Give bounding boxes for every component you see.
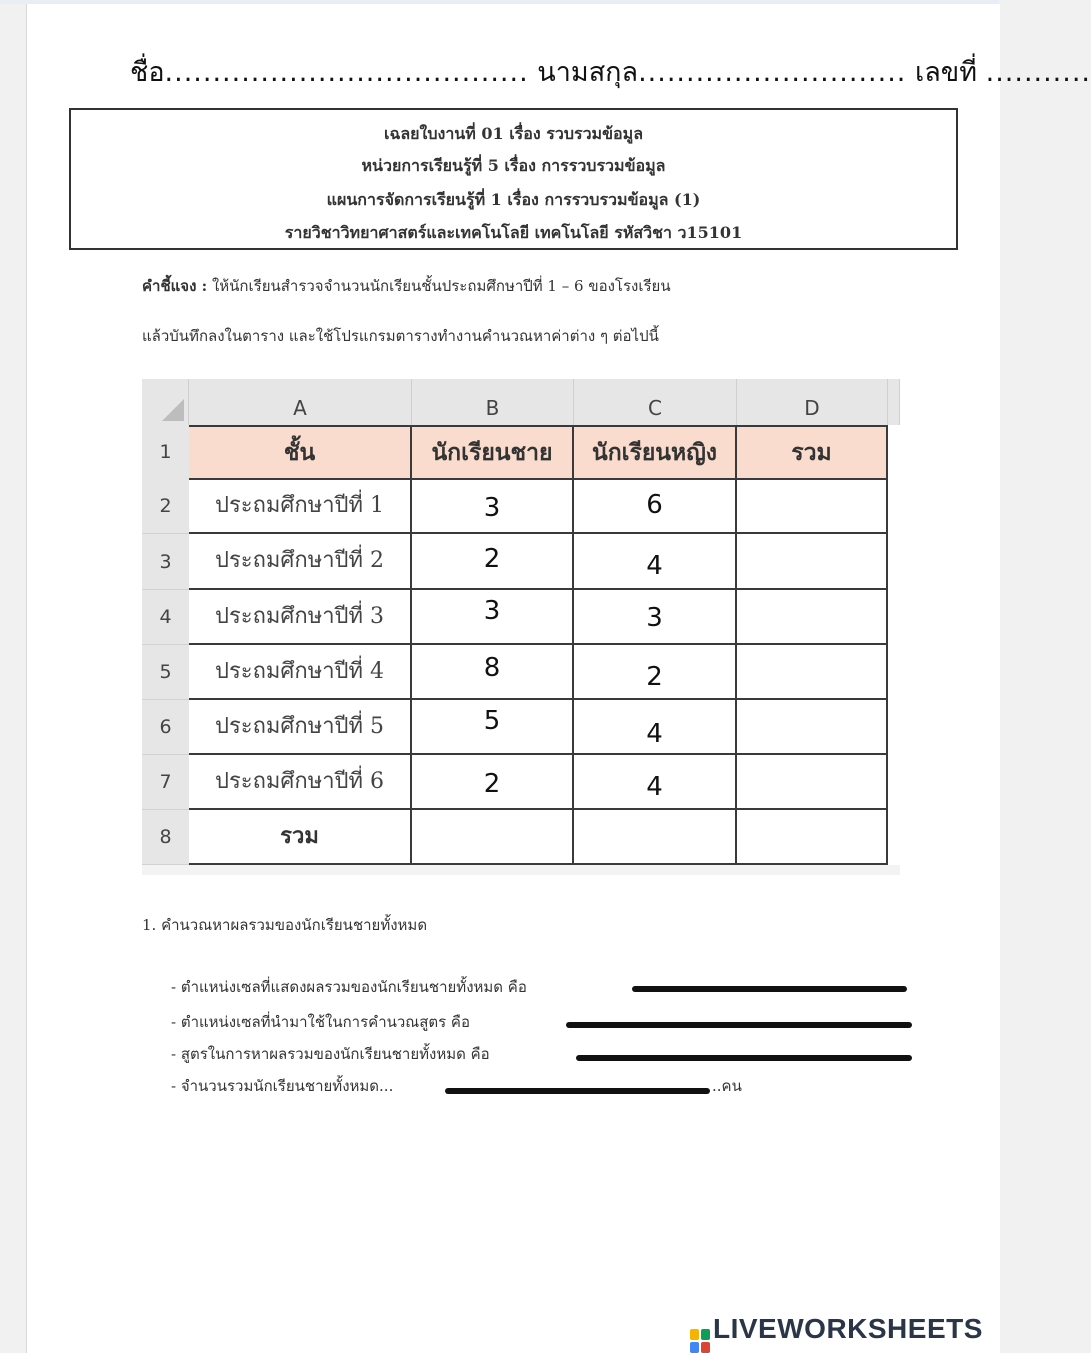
liveworksheets-logo-icon <box>690 1329 710 1353</box>
question-1-item-2: - ตำแหน่งเซลที่นำมาใช้ในการคำนวณสูตร คือ <box>171 1013 470 1031</box>
title-line-1: เฉลยใบงานที่ 01 เรื่อง รวบรวมข้อมูล <box>383 124 643 143</box>
answer-line-1[interactable] <box>632 986 907 992</box>
select-all-corner[interactable] <box>142 379 189 425</box>
header-cell-grade[interactable]: ชั้น <box>189 425 412 480</box>
cell-boys-row-5[interactable]: 8 <box>412 645 574 700</box>
answer-line-3[interactable] <box>576 1055 912 1061</box>
cell-total-row-4[interactable] <box>737 590 888 645</box>
cell-grade-row-2[interactable]: ประถมศึกษาปีที่ 1 <box>189 479 412 534</box>
cell-boys-row-2[interactable]: 3 <box>412 479 574 534</box>
cell-total-row-3[interactable] <box>737 534 888 590</box>
row-header-7[interactable]: 7 <box>142 755 189 810</box>
instruction-text-1: ให้นักเรียนสำรวจจำนวนนักเรียนชั้นประถมศึกษาปีที่ 1 – 6 ของโรงเรียน <box>211 277 671 295</box>
cell-total-row-5[interactable] <box>737 645 888 700</box>
surname-field[interactable]: ............................ <box>638 57 907 88</box>
answer-line-4[interactable] <box>445 1088 710 1094</box>
logo-square-1 <box>690 1329 699 1340</box>
cell-boys-row-6[interactable]: 5 <box>412 700 574 755</box>
header-cell-girls[interactable]: นักเรียนหญิง <box>574 425 737 480</box>
number-label: เลขที่ <box>914 57 978 88</box>
cell-girls-row-5[interactable]: 2 <box>574 645 737 700</box>
instruction-label: คำชี้แจง : <box>142 277 208 295</box>
name-field[interactable]: ...................................... <box>164 57 529 88</box>
question-1-item-4: - จำนวนรวมนักเรียนชายทั้งหมด... <box>171 1077 394 1095</box>
cell-total-total-row[interactable] <box>737 810 888 865</box>
row-header-8[interactable]: 8 <box>142 810 189 865</box>
column-header-d[interactable]: D <box>737 379 888 425</box>
row-header-3[interactable]: 3 <box>142 534 189 590</box>
header-cell-boys[interactable]: นักเรียนชาย <box>412 425 574 480</box>
cell-boys-total-row[interactable] <box>412 810 574 865</box>
logo-text: LIVEWORKSHEETS <box>713 1313 983 1344</box>
column-header-b[interactable]: B <box>412 379 574 425</box>
cell-girls-row-4[interactable]: 3 <box>574 590 737 645</box>
instruction-line-1 <box>142 274 671 298</box>
cell-grade-row-4[interactable]: ประถมศึกษาปีที่ 3 <box>189 590 412 645</box>
cell-boys-row-3[interactable]: 2 <box>412 534 574 590</box>
spreadsheet-table <box>142 379 900 875</box>
cell-grade-total-row[interactable]: รวม <box>189 810 412 865</box>
cell-girls-row-3[interactable]: 4 <box>574 534 737 590</box>
cell-grade-row-5[interactable]: ประถมศึกษาปีที่ 4 <box>189 645 412 700</box>
answer-line-2[interactable] <box>566 1022 912 1028</box>
row-header-5[interactable]: 5 <box>142 645 189 700</box>
column-header-a[interactable]: A <box>189 379 412 425</box>
question-1-item-1: - ตำแหน่งเซลที่แสดงผลรวมของนักเรียนชายทั้งหมด คือ <box>171 978 527 996</box>
row-header-4[interactable]: 4 <box>142 590 189 645</box>
worksheet-title-box <box>69 108 958 250</box>
liveworksheets-logo <box>690 1313 983 1353</box>
column-header-c[interactable]: C <box>574 379 737 425</box>
header-cell-total[interactable]: รวม <box>737 425 888 480</box>
unit-label: ..คน <box>712 1077 742 1095</box>
row-header-1[interactable]: 1 <box>142 425 189 480</box>
cell-total-row-6[interactable] <box>737 700 888 755</box>
cell-girls-row-2[interactable]: 6 <box>574 479 737 534</box>
number-field[interactable]: ........... <box>985 57 1091 88</box>
cell-girls-row-6[interactable]: 4 <box>574 700 737 755</box>
student-info-line <box>130 50 1091 93</box>
instruction-line-2: แล้วบันทึกลงในตาราง และใช้โปรแกรมตารางทำงานคำนวณหาค่าต่าง ๆ ต่อไปนี้ <box>142 327 659 345</box>
question-1-item-3: - สูตรในการหาผลรวมของนักเรียนชายทั้งหมด คือ <box>171 1045 490 1063</box>
column-header-filler <box>888 379 900 425</box>
title-line-3: แผนการจัดการเรียนรู้ที่ 1 เรื่อง การรวบรวมข้อมูล (1) <box>326 190 701 209</box>
cell-grade-row-3[interactable]: ประถมศึกษาปีที่ 2 <box>189 534 412 590</box>
logo-square-2 <box>701 1329 710 1340</box>
row-header-6[interactable]: 6 <box>142 700 189 755</box>
cell-total-row-7[interactable] <box>737 755 888 810</box>
cell-boys-row-7[interactable]: 2 <box>412 755 574 810</box>
title-line-4: รายวิชาวิทยาศาสตร์และเทคโนโลยี เทคโนโลยี รหัสวิชา ว15101 <box>284 223 743 242</box>
cell-grade-row-6[interactable]: ประถมศึกษาปีที่ 5 <box>189 700 412 755</box>
row-header-2[interactable]: 2 <box>142 479 189 534</box>
cell-girls-row-7[interactable]: 4 <box>574 755 737 810</box>
name-label: ชื่อ <box>130 57 165 88</box>
cell-boys-row-4[interactable]: 3 <box>412 590 574 645</box>
surname-label: นามสกุล <box>537 57 639 88</box>
cell-total-row-2[interactable] <box>737 479 888 534</box>
logo-square-3 <box>690 1342 699 1353</box>
title-line-2: หน่วยการเรียนรู้ที่ 5 เรื่อง การรวบรวมข้อมูล <box>361 156 666 175</box>
spreadsheet-bottom-edge <box>142 865 900 875</box>
cell-grade-row-7[interactable]: ประถมศึกษาปีที่ 6 <box>189 755 412 810</box>
logo-square-4 <box>701 1342 710 1353</box>
question-1-title: 1. คำนวณหาผลรวมของนักเรียนชายทั้งหมด <box>142 916 428 934</box>
cell-girls-total-row[interactable] <box>574 810 737 865</box>
